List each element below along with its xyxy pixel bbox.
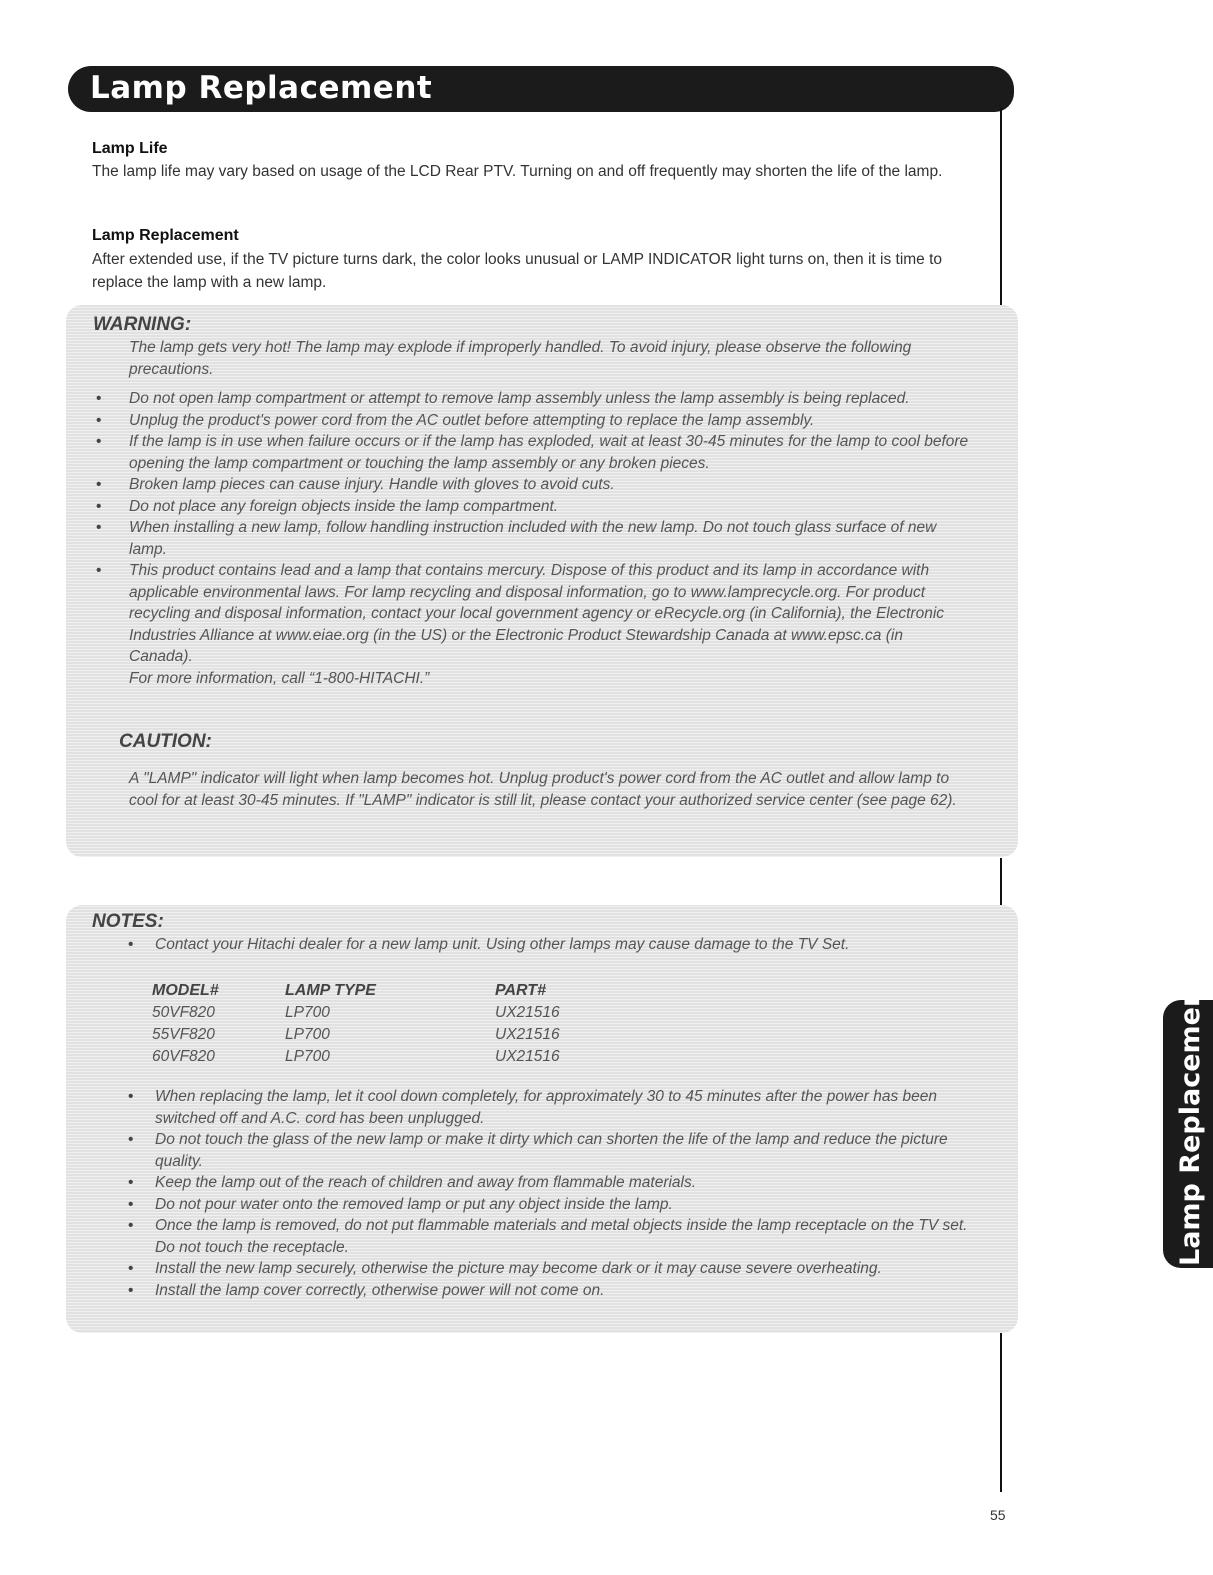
list-item: • If the lamp is in use when failure occurs or if the lamp has exploded, wait at least 30-45 minutes for the lamp to cool before opening the lamp compartment or touching the lamp assembly or any broken pieces. xyxy=(96,433,969,472)
notes-first-list xyxy=(128,934,970,956)
page-number: 55 xyxy=(990,1507,1006,1523)
caution-heading: CAUTION: xyxy=(119,731,212,752)
bullet-icon: • xyxy=(96,411,102,429)
lamp-replacement-text: After extended use, if the TV picture turns dark, the color looks unusual or LAMP INDICATOR light turns on, then it is time to replace the lamp with a new lamp. xyxy=(92,251,943,291)
list-item xyxy=(129,668,969,690)
bullet-icon: • xyxy=(128,1281,134,1299)
bullet-icon: • xyxy=(96,519,102,536)
list-item: • Keep the lamp out of the reach of children and away from flammable materials. xyxy=(155,1172,970,1194)
notes-heading: NOTES: xyxy=(92,911,164,932)
bullet-icon: • xyxy=(128,936,134,953)
warning-list xyxy=(96,388,969,689)
table-cell: UX21516 xyxy=(495,1048,560,1065)
vertical-rule xyxy=(1000,108,1002,308)
list-item: • Unplug the product's power cord from the AC outlet before attempting to replace the lamp assembly. xyxy=(129,410,969,432)
bullet-icon: • xyxy=(128,1088,134,1105)
table-cell: 50VF820 xyxy=(152,1004,215,1021)
bullet-icon: • xyxy=(96,562,102,579)
bullet-icon: • xyxy=(96,433,102,450)
column-header-part: PART# xyxy=(495,982,546,999)
table-row xyxy=(152,1024,645,1046)
warning-intro: The lamp gets very hot! The lamp may explode if improperly handled. To avoid injury, please observe the following precautions. xyxy=(129,339,912,378)
table-cell: UX21516 xyxy=(495,1026,560,1043)
bullet-icon: • xyxy=(96,497,102,515)
table-cell: 55VF820 xyxy=(152,1026,215,1043)
list-item: • Broken lamp pieces can cause injury. Handle with gloves to avoid cuts. xyxy=(129,474,969,496)
table-row xyxy=(152,1002,645,1024)
column-header-lamp-type: LAMP TYPE xyxy=(285,982,376,999)
notes-list xyxy=(128,1086,970,1301)
bullet-icon: • xyxy=(128,1260,134,1277)
table-cell: UX21516 xyxy=(495,1004,560,1021)
table-cell: LP700 xyxy=(285,1048,330,1065)
page-title: Lamp Replacement xyxy=(90,70,433,106)
list-item: • Do not pour water onto the removed lamp or put any object inside the lamp. xyxy=(155,1194,970,1216)
table-header-row xyxy=(152,980,645,1002)
lamp-parts-table xyxy=(152,980,645,1068)
bullet-icon: • xyxy=(128,1174,134,1191)
column-header-model: MODEL# xyxy=(152,982,219,999)
side-section-tab xyxy=(1163,974,1213,1268)
list-item: • Once the lamp is removed, do not put flammable materials and metal objects inside the lamp receptacle on the TV set. Do not touch the receptacle. xyxy=(128,1217,968,1256)
list-item: • Do not touch the glass of the new lamp or make it dirty which can shorten the life of the lamp and reduce the picture quality. xyxy=(128,1131,948,1170)
caution-text: A "LAMP" indicator will light when lamp becomes hot. Unplug product's power cord from the AC outlet and allow lamp to cool for at least 30-45 minutes. If "LAMP" indicator is still lit, please contact your authorized service center (see page 62). xyxy=(129,770,957,809)
list-item: • When installing a new lamp, follow handling instruction included with the new lamp. Do not touch glass surface of new lamp. xyxy=(96,519,937,558)
bullet-icon: • xyxy=(128,1217,134,1234)
more-info-text: For more information, call “1-800-HITACHI.” xyxy=(129,669,430,687)
warning-heading: WARNING: xyxy=(93,314,192,335)
list-item: • Do not place any foreign objects inside the lamp compartment. xyxy=(129,496,969,518)
list-item: • Contact your Hitachi dealer for a new lamp unit. Using other lamps may cause damage to the TV Set. xyxy=(155,934,970,956)
list-item: • When replacing the lamp, let it cool down completely, for approximately 30 to 45 minutes after the power has been switched off and A.C. cord has been unplugged. xyxy=(128,1088,938,1127)
title-bar xyxy=(68,66,1014,112)
table-cell: LP700 xyxy=(285,1026,330,1043)
vertical-rule xyxy=(1000,1330,1002,1492)
lamp-life-heading: Lamp Life xyxy=(92,140,168,157)
bullet-icon: • xyxy=(128,1131,134,1148)
list-item: • Install the new lamp securely, otherwise the picture may become dark or it may cause severe overheating. xyxy=(155,1258,970,1280)
bullet-icon: • xyxy=(96,476,102,493)
list-item: • Install the lamp cover correctly, otherwise power will not come on. xyxy=(155,1280,970,1302)
bullet-icon: • xyxy=(96,390,102,407)
vertical-rule xyxy=(1000,858,1002,908)
side-tab-label: Lamp Replacement xyxy=(1175,974,1206,1266)
lamp-replacement-heading: Lamp Replacement xyxy=(92,227,239,244)
table-row xyxy=(152,1046,645,1068)
table-cell: 60VF820 xyxy=(152,1048,215,1065)
table-cell: LP700 xyxy=(285,1004,330,1021)
bullet-icon: • xyxy=(128,1195,134,1213)
list-item: • Do not open lamp compartment or attempt to remove lamp assembly unless the lamp assembly is being replaced. xyxy=(129,388,969,410)
list-item: • This product contains lead and a lamp that contains mercury. Dispose of this product and its lamp in accordance with applicable environmental laws. For lamp recycling and disposal information, go to www.lamprecycle.org. For product recycling and disposal information, contact your local government agency or eRecycle.org (in California), the Electronic Industries Alliance at www.eiae.org (in the US) or the Electronic Product Stewardship Canada at www.epsc.ca (in Canada). xyxy=(96,562,945,665)
lamp-life-text: The lamp life may vary based on usage of the LCD Rear PTV. Turning on and off frequently may shorten the life of the lamp. xyxy=(92,163,943,180)
